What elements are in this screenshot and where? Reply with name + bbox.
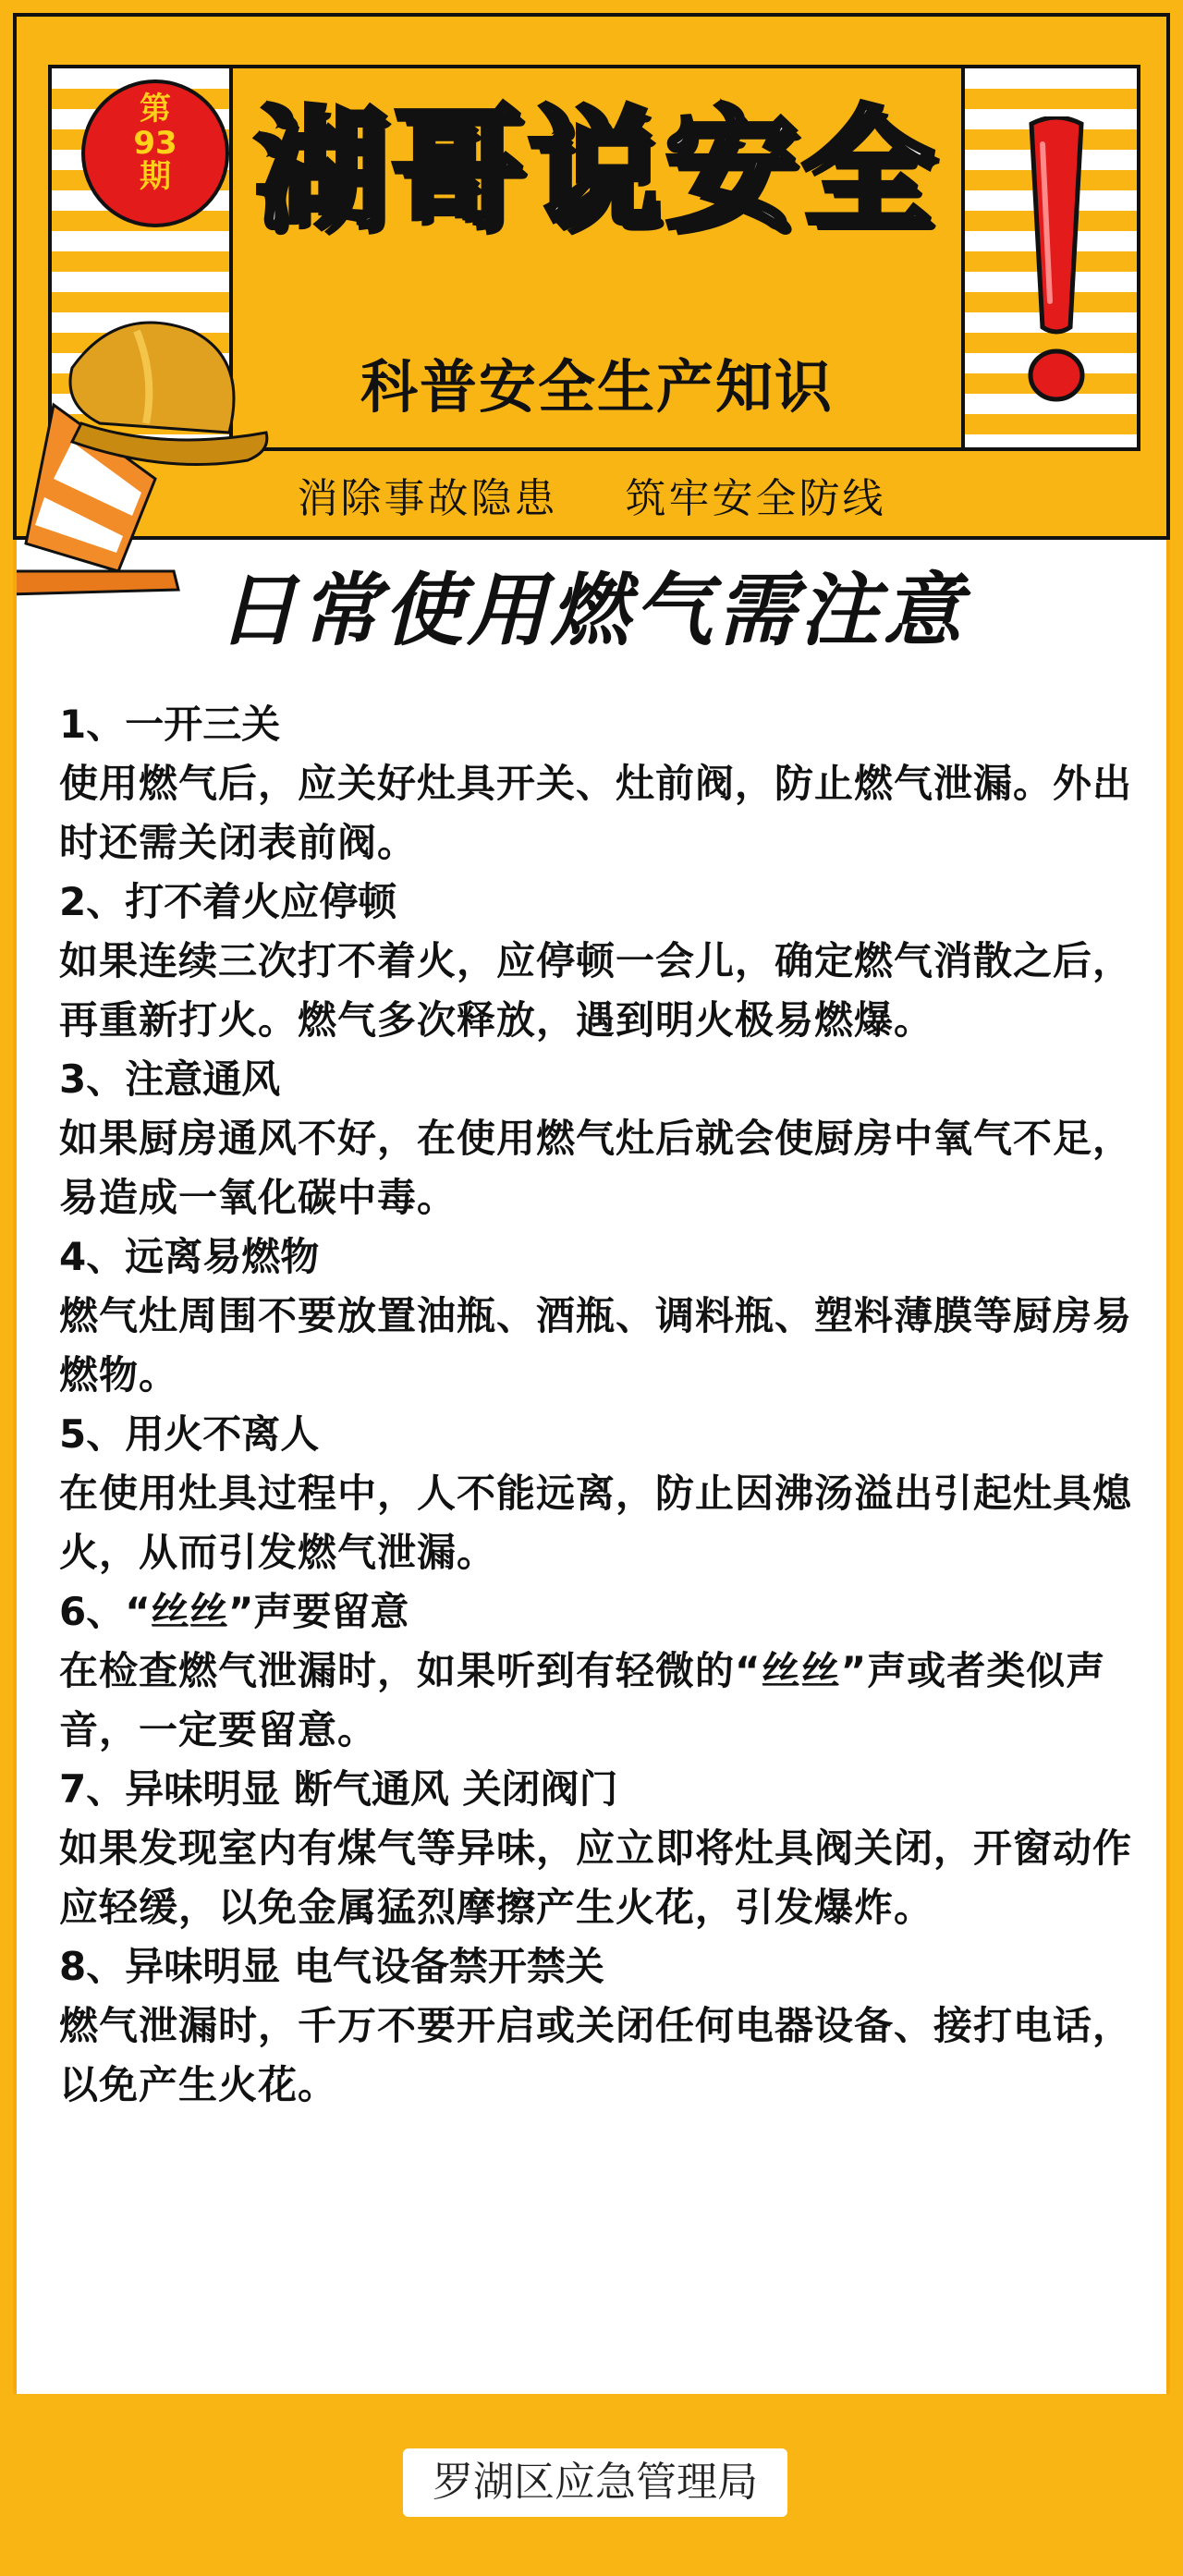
item-title: 6、“丝丝”声要留意	[59, 1589, 409, 1634]
list-item	[59, 1760, 1139, 1937]
issue-suffix: 期	[140, 158, 171, 196]
list-item	[59, 873, 1139, 1050]
item-title: 7、异味明显 断气通风 关闭阀门	[59, 1766, 618, 1812]
poster-title: 湖哥说安全	[255, 94, 939, 247]
slogan-right: 筑牢安全防线	[625, 475, 886, 522]
item-body: 燃气灶周围不要放置油瓶、酒瓶、调料瓶、塑料薄膜等厨房易燃物。	[59, 1293, 1133, 1398]
item-title: 1、一开三关	[59, 702, 281, 747]
list-item	[59, 1405, 1139, 1582]
issue-prefix: 第	[140, 91, 171, 128]
item-body: 在检查燃气泄漏时，如果听到有轻微的“丝丝”声或者类似声音，一定要留意。	[59, 1648, 1106, 1752]
poster-subtitle: 科普安全生产知识	[360, 353, 834, 421]
list-item	[59, 695, 1139, 873]
poster-header	[13, 13, 1170, 540]
item-body: 如果连续三次打不着火，应停顿一会儿，确定燃气消散之后，再重新打火。燃气多次释放，遇到明火极易燃爆。	[59, 938, 1133, 1043]
exclamation-icon	[1024, 116, 1089, 409]
item-title: 3、注意通风	[59, 1056, 281, 1102]
item-body: 如果厨房通风不好，在使用燃气灶后就会使厨房中氧气不足，易造成一氧化碳中毒。	[59, 1116, 1133, 1220]
item-title: 2、打不着火应停顿	[59, 879, 397, 924]
item-title: 5、用火不离人	[59, 1411, 320, 1457]
article-heading: 日常使用燃气需注意	[217, 565, 966, 657]
list-item	[59, 1050, 1139, 1227]
item-title: 4、远离易燃物	[59, 1234, 320, 1279]
hardhat-and-cone-icon	[17, 294, 294, 599]
list-item	[59, 1582, 1139, 1760]
slogan	[17, 475, 1166, 522]
item-title: 8、异味明显 电气设备禁开禁关	[59, 1944, 604, 1989]
issue-number: 93	[133, 124, 177, 162]
article-content	[59, 695, 1139, 2115]
issue-badge	[81, 79, 229, 227]
item-body: 在使用灶具过程中，人不能远离，防止因沸汤溢出引起灶具熄火，从而引发燃气泄漏。	[59, 1471, 1133, 1575]
item-body: 使用燃气后，应关好灶具开关、灶前阀，防止燃气泄漏。外出时还需关闭表前阀。	[59, 761, 1133, 865]
list-item	[59, 1227, 1139, 1405]
title-box	[233, 68, 961, 447]
slogan-left: 消除事故隐患	[297, 475, 558, 522]
organization-label: 罗湖区应急管理局	[403, 2448, 787, 2517]
item-body: 燃气泄漏时，千万不要开启或关闭任何电器设备、接打电话，以免产生火花。	[59, 2003, 1133, 2107]
list-item	[59, 1937, 1139, 2115]
item-body: 如果发现室内有煤气等异味，应立即将灶具阀关闭，开窗动作应轻缓，以免金属猛烈摩擦产生火花，引发爆炸。	[59, 1825, 1133, 1930]
